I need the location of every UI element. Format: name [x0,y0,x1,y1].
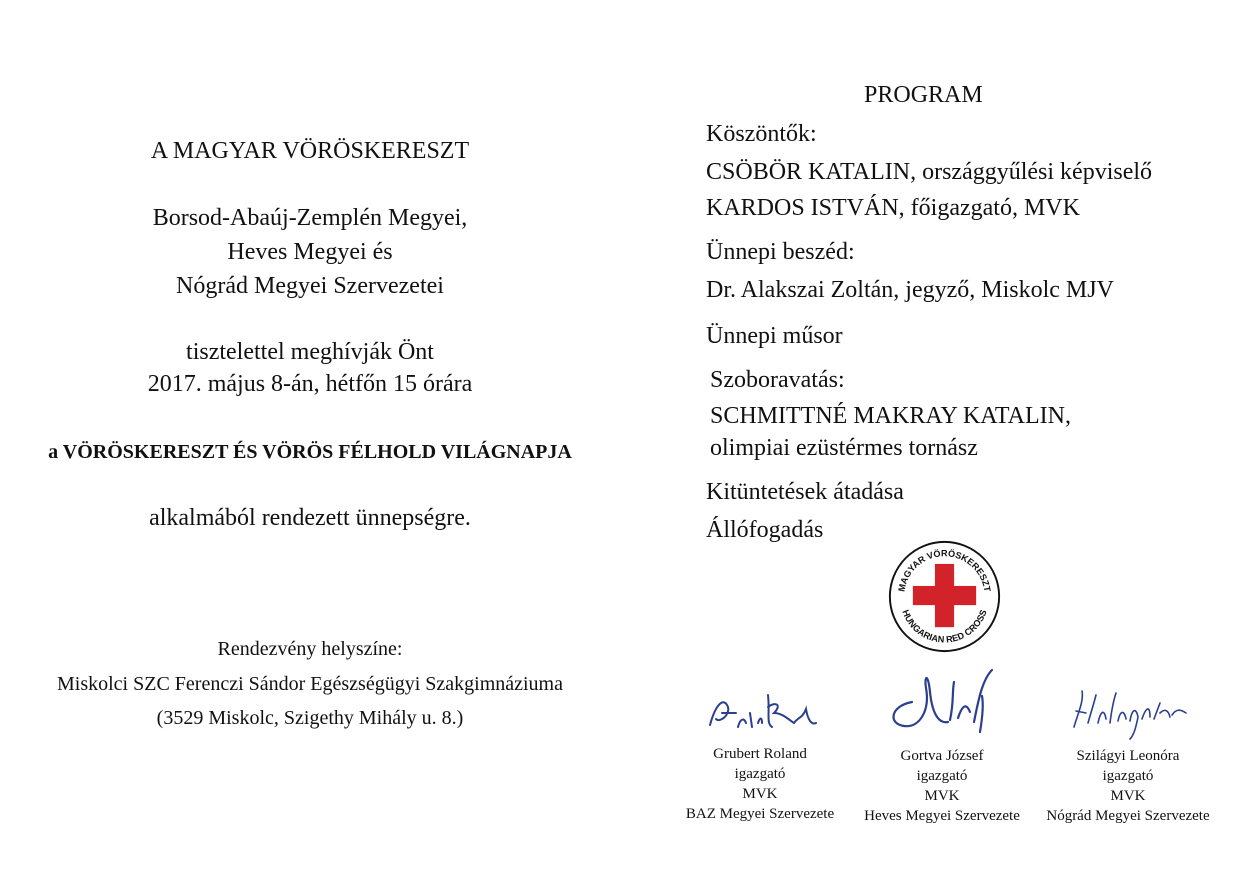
program-item-statue-guest-title: olimpiai ezüstérmes tornász [710,435,978,461]
signatory-3-org: MVK [1110,788,1146,804]
signatory-2 [842,746,1042,826]
signatory-1 [660,744,860,824]
signatory-2-org: MVK [924,788,960,804]
program-item-speech: Ünnepi beszéd: [706,239,855,265]
org-title: A MAGYAR VÖRÖSKERESZT [150,138,470,164]
program-item-speech-speaker: Dr. Alakszai Zoltán, jegyző, Miskolc MJV [706,277,1114,303]
signatory-2-unit: Heves Megyei Szervezete [864,808,1020,824]
signatory-2-name: Gortva József [900,748,984,764]
signature-grubert [702,683,822,743]
logo-bottom-text: HUNGARIAN RED CROSS [900,608,989,645]
program-item-speaker-1: CSÖBÖR KATALIN, országgyűlési képviselő [706,159,1153,185]
signatory-1-unit: BAZ Megyei Szervezete [685,806,835,822]
invite-line-1: tisztelettel meghívják Önt [186,339,434,365]
invite-line-2: 2017. május 8-án, hétfőn 15 órára [147,371,473,397]
signatory-3 [1028,746,1228,826]
occasion-text: alkalmából rendezett ünnepségre. [149,505,471,531]
program-item-statue-guest: SCHMITTNÉ MAKRAY KATALIN, [710,403,1071,429]
program-title: PROGRAM [864,82,983,108]
signatory-3-name: Szilágyi Leonóra [1076,748,1180,764]
signatory-1-name: Grubert Roland [713,746,807,762]
program-item-show: Ünnepi műsor [706,323,843,349]
program-item-speaker-2: KARDOS ISTVÁN, főigazgató, MVK [706,195,1080,221]
program-item-statue: Szoboravatás: [710,367,845,393]
signatory-3-unit: Nógrád Megyei Szervezete [1046,808,1210,824]
venue-address: (3529 Miskolc, Szigethy Mihály u. 8.) [156,707,464,729]
org-line-2: Heves Megyei és [227,239,393,265]
invitation-right-page [620,0,1240,874]
org-line-1: Borsod-Abaúj-Zemplén Megyei, [152,205,468,231]
program-item-reception: Állófogadás [706,517,824,543]
org-line-3: Nógrád Megyei Szervezetei [176,273,444,299]
red-cross-logo [887,539,1002,654]
signatory-1-org: MVK [742,786,778,802]
logo-top-text: MAGYAR VÖRÖSKERESZT [896,548,993,593]
signatory-1-title: igazgató [734,766,786,782]
venue-name: Miskolci SZC Ferenczi Sándor Egészségügyi Szakgimnáziuma [56,673,563,695]
signatory-3-title: igazgató [1102,768,1154,784]
program-item-greetings: Köszöntők: [706,121,817,147]
event-name: a VÖRÖSKERESZT ÉS VÖRÖS FÉLHOLD VILÁGNAPJA [48,441,572,463]
program-item-awards: Kitüntetések átadása [706,479,904,505]
venue-label: Rendezvény helyszíne: [217,638,403,660]
signatory-2-title: igazgató [916,768,968,784]
signature-szilagyi [1064,683,1194,743]
signature-gortva [882,662,1002,738]
